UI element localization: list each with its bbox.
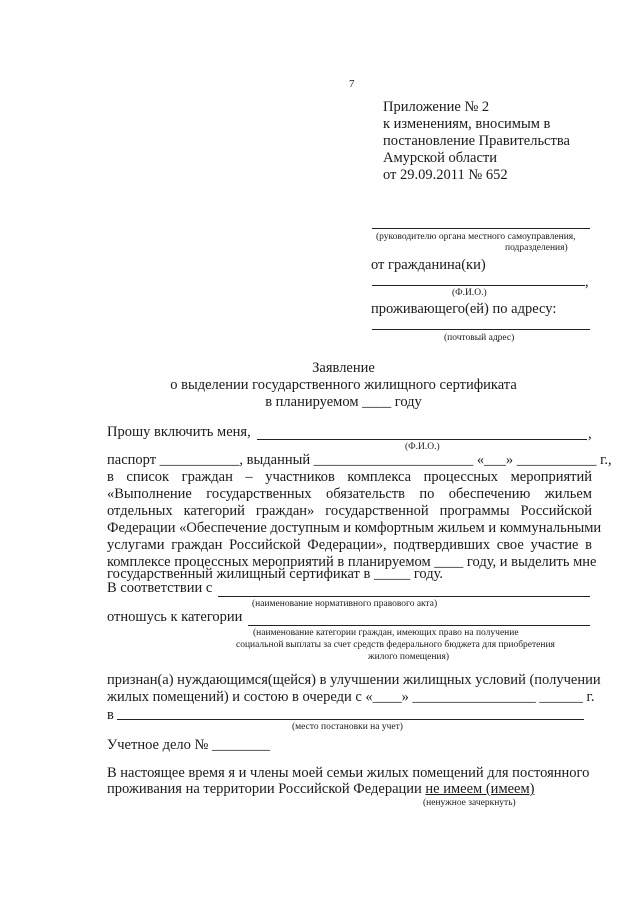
appendix-line-3: постановление Правительства <box>383 133 570 149</box>
para-line: услугами граждан Российской Федерации», подтвердивших свое участие в <box>107 537 592 553</box>
appendix-line-4: Амурской области <box>383 150 497 166</box>
para-line: «Выполнение государственных обязательств по обеспечению жильем <box>107 486 592 502</box>
head-fill-line[interactable] <box>372 228 590 229</box>
head-caption: (руководителю органа местного самоуправления, <box>376 232 576 242</box>
request-fio-line[interactable] <box>257 439 587 440</box>
fio-fill-line[interactable] <box>372 285 585 286</box>
request-label: Прошу включить меня, <box>107 424 251 440</box>
address-caption: (почтовый адрес) <box>444 333 515 343</box>
place-label: в <box>107 707 114 723</box>
title-line-3: в планируемом ____ году <box>265 394 422 410</box>
category-caption-2: социальной выплаты за счет средств федерального бюджета для приобретения <box>236 640 555 650</box>
housing-line-2-text: проживания на территории Российской Федерации <box>107 781 422 797</box>
head-caption-2: подразделения) <box>505 243 568 253</box>
request-comma: , <box>588 426 592 442</box>
housing-options[interactable]: не имеем (имеем) <box>425 781 535 797</box>
fio-caption: (Ф.И.О.) <box>452 288 487 298</box>
para-line: Федерации «Обеспечение доступным и комфортным жильем и коммунальными <box>107 520 602 536</box>
title-line-2: о выделении государственного жилищного сертификата <box>170 377 517 393</box>
place-fill-line[interactable] <box>117 719 584 720</box>
request-fio-caption: (Ф.И.О.) <box>405 442 440 452</box>
title-line-1: Заявление <box>312 360 375 376</box>
from-label: от гражданина(ки) <box>371 257 486 273</box>
case-number-label: Учетное дело № ________ <box>107 737 270 753</box>
address-label: проживающего(ей) по адресу: <box>371 301 557 317</box>
accordance-caption: (наименование нормативного правового акта) <box>252 599 438 609</box>
appendix-date: от 29.09.2011 № 652 <box>383 167 508 183</box>
category-fill-line[interactable] <box>248 625 590 626</box>
recognized-line-2: жилых помещений) и состою в очереди с «____» _________________ ______ г. <box>107 689 595 705</box>
para-line: в список граждан – участников комплекса процессных мероприятий <box>107 469 592 485</box>
appendix-line-2: к изменениям, вносимым в <box>383 116 551 132</box>
category-label: отношусь к категории <box>107 609 243 625</box>
housing-line-2 <box>107 781 535 797</box>
page-number: 7 <box>349 78 355 90</box>
para-last-line: государственный жилищный сертификат в _____ году. <box>107 566 444 582</box>
address-fill-line[interactable] <box>372 329 590 330</box>
category-caption-3: жилого помещения) <box>368 652 450 662</box>
para-line: комплексе процессных мероприятий в планируемом ____ году, и выделить мне <box>107 554 597 570</box>
from-comma: , <box>585 274 589 290</box>
housing-line-1: В настоящее время я и члены моей семьи жилых помещений для постоянного <box>107 765 590 781</box>
accordance-label: В соответствии с <box>107 580 213 596</box>
passport-line: паспорт ___________, выданный ______________________ «___» ___________ г., <box>107 452 612 468</box>
place-caption: (место постановки на учет) <box>292 722 403 732</box>
category-caption-1: (наименование категории граждан, имеющих право на получение <box>253 628 519 638</box>
para-line: отдельных категорий граждан» государственной программы Российской <box>107 503 592 519</box>
recognized-line-1: признан(а) нуждающимся(щейся) в улучшении жилищных условий (получении <box>107 672 601 688</box>
housing-caption: (ненужное зачеркнуть) <box>423 798 516 808</box>
accordance-fill-line[interactable] <box>218 596 590 597</box>
appendix-title: Приложение № 2 <box>383 99 490 115</box>
